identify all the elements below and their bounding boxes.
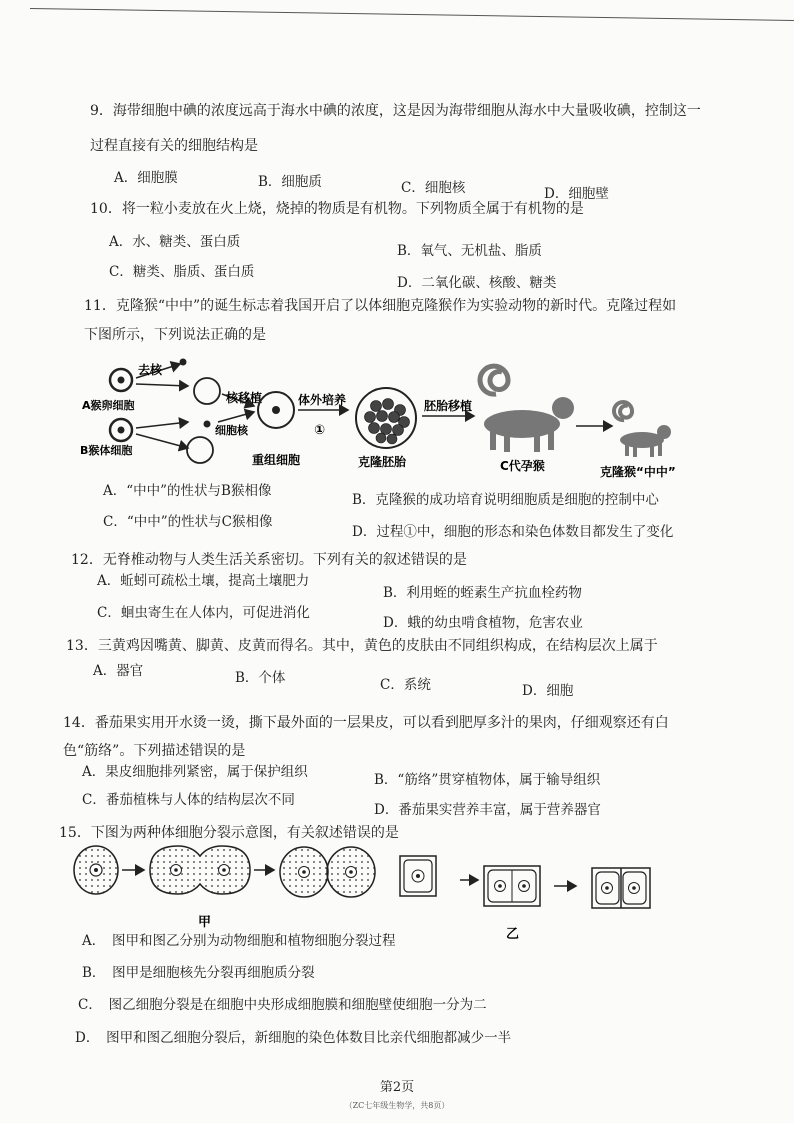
- q15-option-b: B． 图甲是细胞核先分裂再细胞质分裂: [82, 965, 315, 981]
- q13-option-d: D．细胞: [522, 683, 574, 699]
- plant-cell-stage-2: [484, 866, 540, 906]
- label-clone-embryo: 克隆胚胎: [358, 455, 407, 469]
- label-nucleus-transplant: 核移植: [226, 391, 263, 405]
- q11-stem-line1: 11．克隆猴“中中”的诞生标志着我国开启了以体细胞克隆猴作为实验动物的新时代。克隆过程如: [84, 298, 677, 314]
- q14-option-d: D．番茄果实营养丰富，属于营养器官: [374, 802, 601, 818]
- plant-cell-stage-3: [592, 868, 650, 908]
- q14-option-b: B．“筋络”贯穿植物体，属于输导组织: [374, 772, 601, 788]
- page-number: 第2页: [379, 1080, 415, 1095]
- enucleated-egg: [194, 378, 220, 404]
- q13-option-b: B．个体: [235, 670, 286, 686]
- label-a-egg: A猴卵细胞: [82, 399, 135, 412]
- q15-option-d: D． 图甲和图乙细胞分裂后，新细胞的染色体数目比亲代细胞都减少一半: [75, 1030, 512, 1046]
- q9-option-b: B．细胞质: [258, 174, 322, 190]
- cloning-diagram: [76, 354, 716, 484]
- clone-embryo: [356, 388, 416, 448]
- q10-option-d: D．二氧化碳、核酸、糖类: [397, 275, 557, 291]
- q14-stem-line2: 色“筋络”。下列描述错误的是: [63, 743, 246, 759]
- recombinant-cell: [258, 392, 294, 428]
- page-footer: （ZC七年级生物学，共8页）: [344, 1101, 450, 1110]
- q12-option-b: B．利用蛭的蛭素生产抗血栓药物: [383, 585, 582, 601]
- q12-option-a: A．蚯蚓可疏松土壤，提高土壤肥力: [97, 573, 310, 589]
- label-yi: 乙: [506, 927, 520, 942]
- q11-option-d: D．过程①中，细胞的形态和染色体数目都发生了变化: [352, 524, 674, 540]
- q15-option-a: A． 图甲和图乙分别为动物细胞和植物细胞分裂过程: [82, 933, 396, 949]
- q13-option-a: A．器官: [93, 663, 144, 679]
- q14-option-a: A．果皮细胞排列紧密，属于保护组织: [82, 764, 308, 780]
- animal-cell-stage-2: [150, 846, 250, 894]
- q10-option-b: B．氧气、无机盐、脂质: [397, 243, 542, 259]
- q11-option-a: A．“中中”的性状与B猴相像: [103, 483, 272, 499]
- page-top-border: [30, 8, 794, 21]
- q15-option-c: C． 图乙细胞分裂是在细胞中央形成细胞膜和细胞壁使细胞一分为二: [78, 997, 487, 1013]
- animal-cell-stage-3: [280, 847, 375, 897]
- q9-option-a: A．细胞膜: [114, 170, 178, 186]
- q11-stem-line2: 下图所示，下列说法正确的是: [84, 327, 266, 343]
- label-nucleus: 细胞核: [215, 424, 248, 437]
- q10-option-a: A．水、糖类、蛋白质: [109, 234, 241, 250]
- q13-option-c: C．系统: [380, 677, 431, 693]
- donor-nucleus: [204, 421, 211, 428]
- q12-option-d: D．蛾的幼虫啃食植物，危害农业: [383, 615, 583, 631]
- egg-cell-a: [110, 369, 132, 391]
- label-remove-nucleus: 去核: [138, 363, 163, 377]
- body-cell-remainder: [187, 437, 213, 463]
- q10-option-c: C．糖类、脂质、蛋白质: [109, 264, 255, 280]
- clone-monkey: [614, 402, 671, 457]
- body-cell-b: [110, 419, 132, 441]
- q11-option-b: B．克隆猴的成功培育说明细胞质是细胞的控制中心: [352, 492, 659, 508]
- q14-stem-line1: 14．番茄果实用开水烫一烫，撕下最外面的一层果皮，可以看到肥厚多汁的果肉，仔细观察还有白: [63, 715, 669, 731]
- q10-stem: 10．将一粒小麦放在火上烧，烧掉的物质是有机物。下列物质全属于有机物的是: [90, 201, 584, 217]
- animal-cell-stage-1: [74, 846, 118, 894]
- q12-stem: 12．无脊椎动物与人类生活关系密切。下列有关的叙述错误的是: [71, 552, 467, 568]
- q9-option-d: D．细胞壁: [544, 186, 609, 202]
- plant-cell-stage-1: [400, 856, 436, 896]
- q14-option-c: C．番茄植株与人体的结构层次不同: [82, 792, 295, 808]
- label-b-body: B猴体细胞: [80, 444, 133, 457]
- label-recombinant-cell: 重组细胞: [252, 453, 301, 467]
- surrogate-monkey-c: [480, 366, 574, 452]
- label-embryo-transfer: 胚胎移植: [424, 399, 473, 413]
- label-surrogate-c: C代孕猴: [500, 459, 545, 473]
- q9-stem-line1: 9．海带细胞中碘的浓度远高于海水中碘的浓度，这是因为海带细胞从海水中大量吸收碘，控制这一: [90, 103, 701, 119]
- cell-division-diagram: [66, 842, 666, 942]
- q13-stem: 13．三黄鸡因嘴黄、脚黄、皮黄而得名。其中，黄色的皮肤由不同组织构成，在结构层次上属于: [66, 638, 658, 654]
- label-in-vitro-culture: 体外培养: [298, 393, 347, 407]
- removed-nucleus: [180, 359, 187, 366]
- label-clone-zhongzhong: 克隆猴“中中”: [600, 465, 676, 479]
- q12-option-c: C．蛔虫寄生在人体内，可促进消化: [97, 605, 310, 621]
- q15-stem: 15．下图为两种体细胞分裂示意图，有关叙述错误的是: [59, 825, 399, 841]
- label-process-1: ①: [314, 423, 326, 438]
- label-jia: 甲: [198, 915, 212, 930]
- q9-stem-line2: 过程直接有关的细胞结构是: [90, 138, 258, 154]
- q11-option-c: C．“中中”的性状与C猴相像: [103, 514, 273, 530]
- q9-option-c: C．细胞核: [401, 180, 466, 196]
